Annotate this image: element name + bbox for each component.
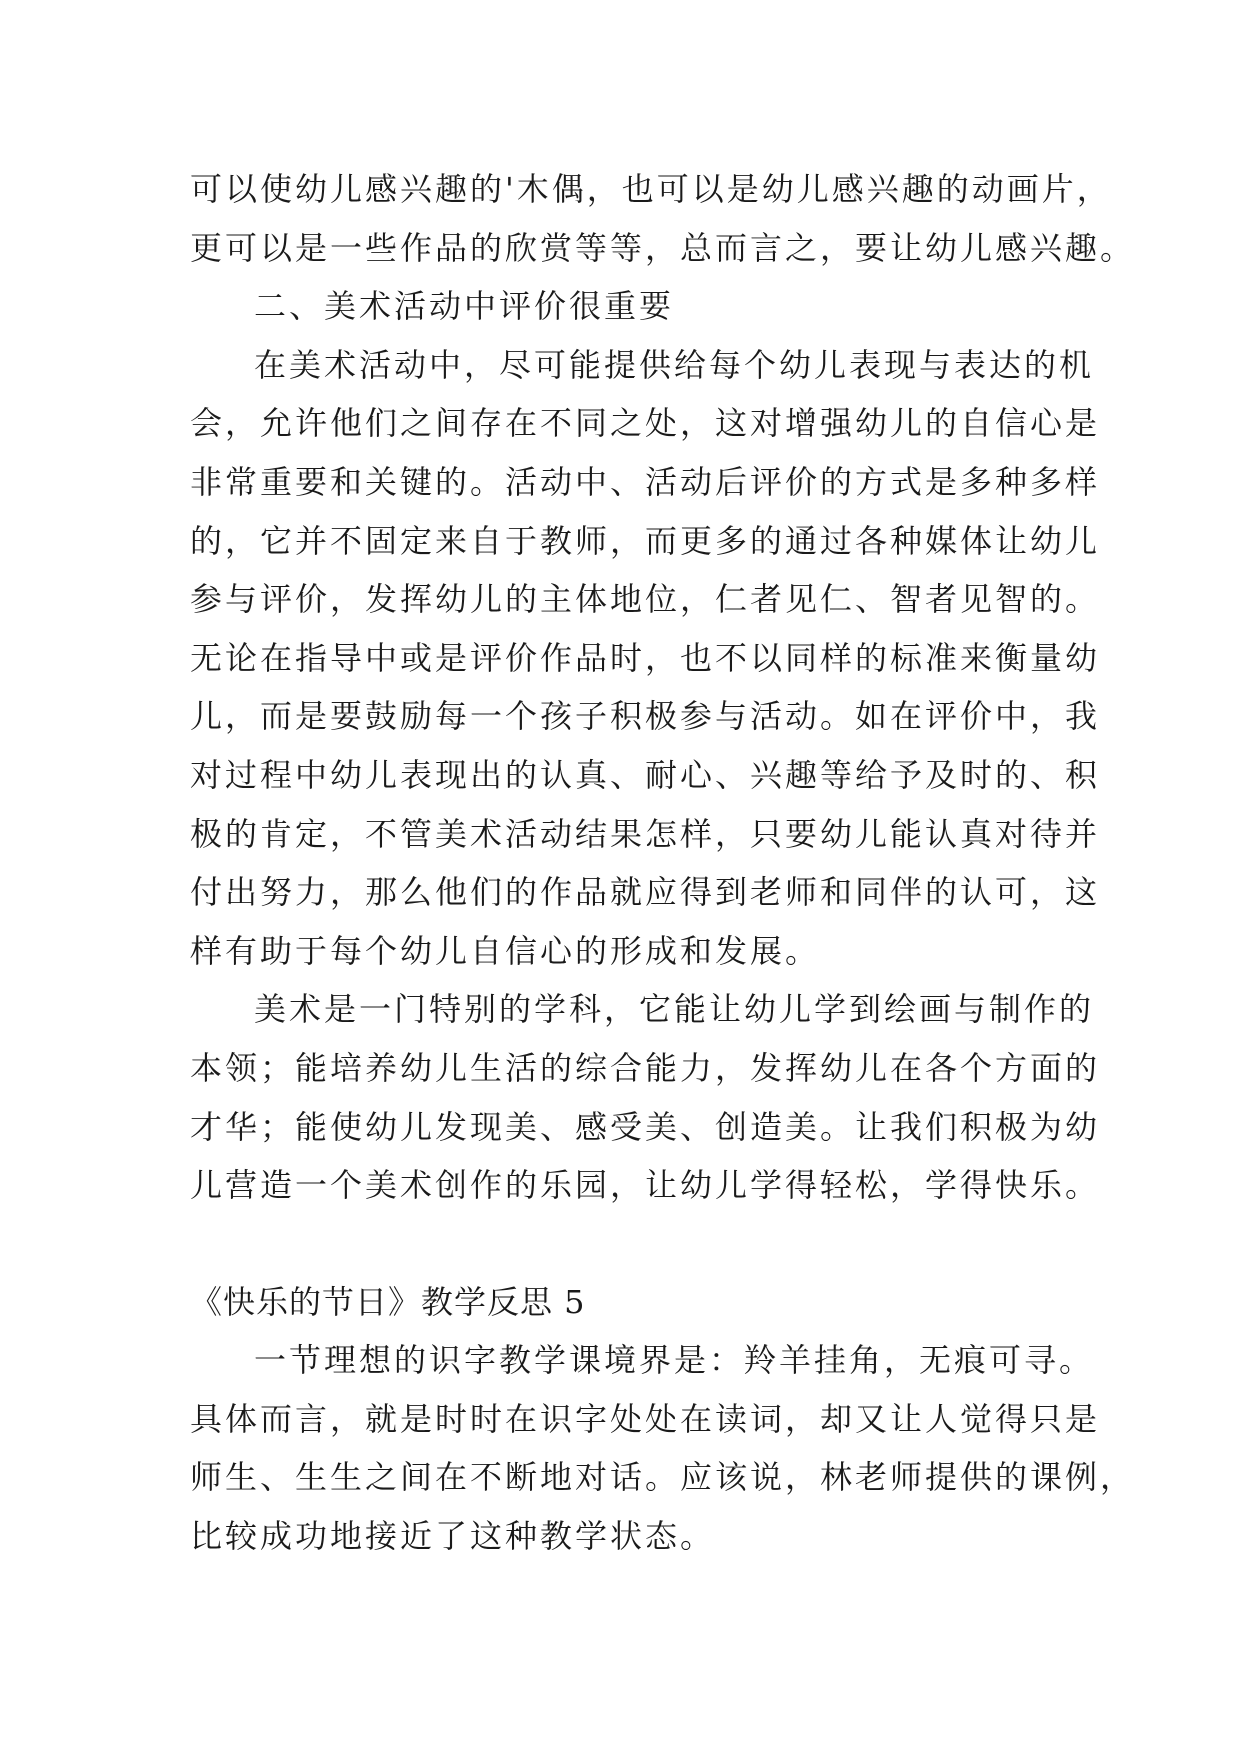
paragraph-line: 本领；能培养幼儿生活的综合能力，发挥幼儿在各个方面的: [190, 1048, 1101, 1087]
section-title: 《快乐的节日》教学反思 5: [190, 1282, 586, 1321]
section-heading: 二、美术活动中评价很重要: [254, 287, 675, 326]
paragraph-line: 付出努力，那么他们的作品就应得到老师和同伴的认可，这: [190, 873, 1101, 912]
paragraph-line: 具体而言，就是时时在识字处处在读词，却又让人觉得只是: [190, 1399, 1101, 1438]
paragraph-line: 极的肯定，不管美术活动结果怎样，只要幼儿能认真对待并: [190, 814, 1101, 853]
document-body: [190, 160, 1136, 1566]
paragraph-line: 可以使幼儿感兴趣的'木偶，也可以是幼儿感兴趣的动画片，: [190, 170, 1112, 208]
paragraph-line: 儿营造一个美术创作的乐园，让幼儿学得轻松，学得快乐。: [190, 1166, 1101, 1205]
paragraph-line: 样有助于每个幼儿自信心的形成和发展。: [190, 931, 821, 970]
paragraph-line: 参与评价，发挥幼儿的主体地位，仁者见仁、智者见智的。: [190, 580, 1101, 619]
paragraph-line: 一节理想的识字教学课境界是：羚羊挂角，无痕可寻。: [254, 1341, 1095, 1380]
paragraph-line: 在美术活动中，尽可能提供给每个幼儿表现与表达的机: [254, 345, 1095, 384]
paragraph-line: 才华；能使幼儿发现美、感受美、创造美。让我们积极为幼: [190, 1107, 1101, 1146]
paragraph-line: 对过程中幼儿表现出的认真、耐心、兴趣等给予及时的、积: [190, 755, 1101, 794]
paragraph-line: 无论在指导中或是评价作品时，也不以同样的标准来衡量幼: [190, 638, 1101, 677]
paragraph-line: 的，它并不固定来自于教师，而更多的通过各种媒体让幼儿: [190, 521, 1101, 560]
paragraph-line: 更可以是一些作品的欣赏等等，总而言之，要让幼儿感兴趣。: [190, 228, 1136, 267]
paragraph-line: 非常重要和关键的。活动中、活动后评价的方式是多种多样: [190, 462, 1101, 501]
paragraph-line: 会，允许他们之间存在不同之处，这对增强幼儿的自信心是: [190, 404, 1101, 443]
paragraph-line: 儿，而是要鼓励每一个孩子积极参与活动。如在评价中，我: [190, 697, 1101, 736]
paragraph-line: 美术是一门特别的学科，它能让幼儿学到绘画与制作的: [254, 990, 1095, 1029]
section-spacer: [190, 1215, 1070, 1273]
paragraph-line: 比较成功地接近了这种教学状态。: [190, 1517, 716, 1556]
paragraph-line: 师生、生生之间在不断地对话。应该说，林老师提供的课例，: [190, 1458, 1136, 1497]
